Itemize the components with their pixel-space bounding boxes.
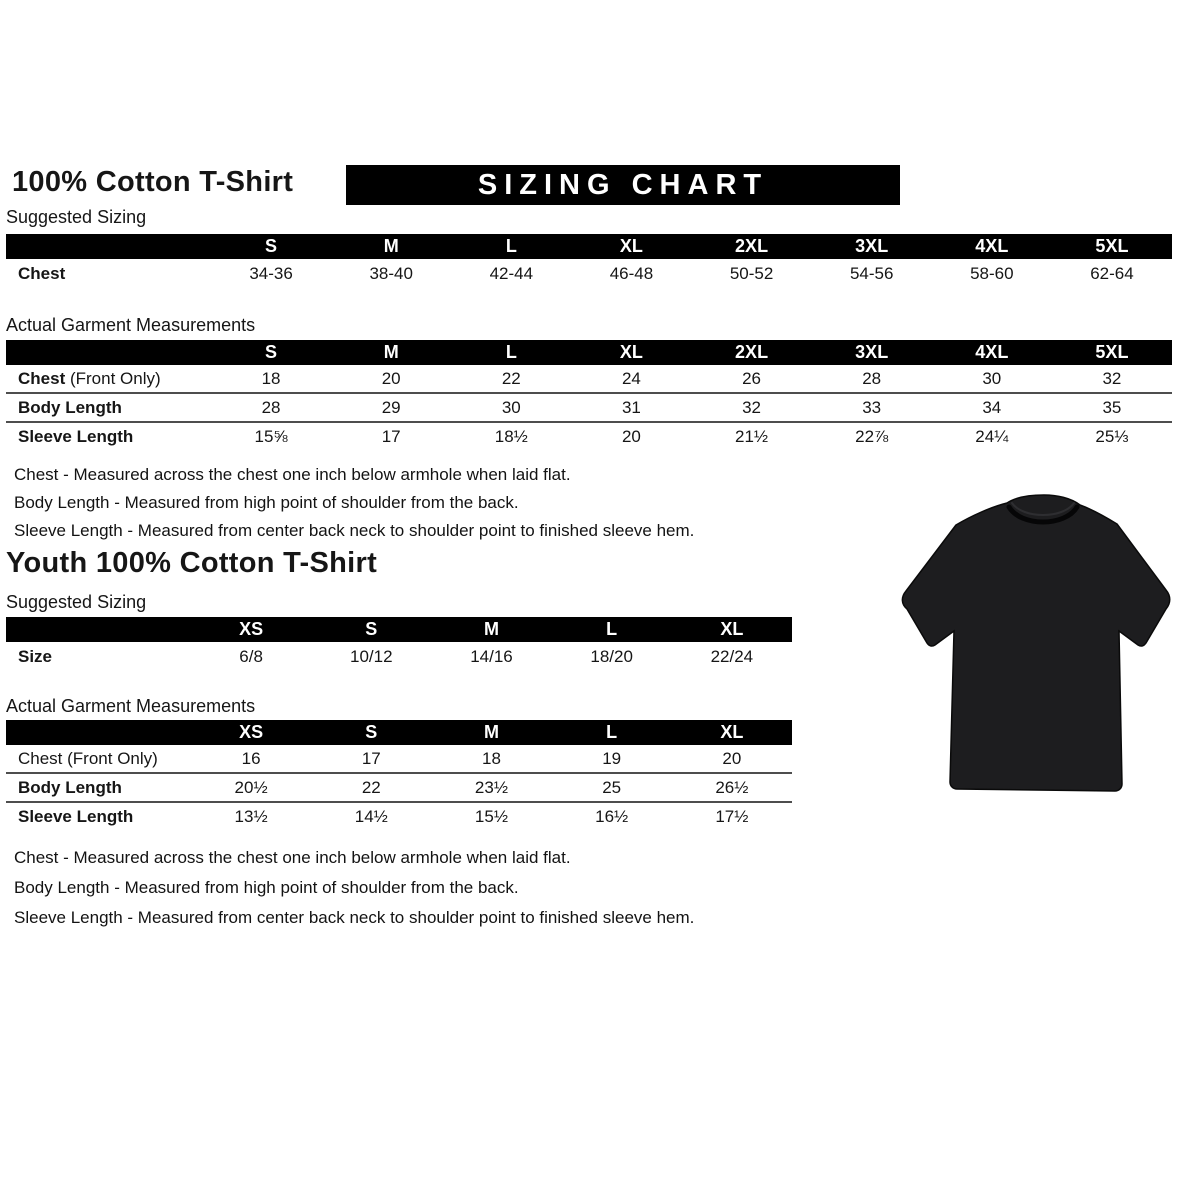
- size-col-header: M: [431, 617, 551, 642]
- cell: 18: [261, 368, 281, 388]
- cell: 17: [361, 748, 381, 768]
- cell: 31: [571, 393, 691, 422]
- size-header-row: [6, 340, 1172, 365]
- size-col-header: L: [552, 617, 672, 642]
- size-col-header: XS: [191, 720, 311, 745]
- cell: 38-40: [369, 263, 413, 283]
- cell: 26: [742, 368, 762, 388]
- cell: 34: [932, 393, 1052, 422]
- cell: 20: [381, 368, 401, 388]
- row-label: Sleeve Length: [6, 802, 191, 830]
- cell: 18: [482, 748, 501, 768]
- size-col-header: M: [331, 234, 451, 259]
- cell: 28: [862, 368, 882, 388]
- youth-title: Youth 100% Cotton T-Shirt: [6, 547, 378, 579]
- cell: 30: [982, 368, 1002, 388]
- size-col-header: S: [211, 234, 331, 259]
- cell: 21½: [692, 422, 812, 450]
- cell: 13½: [191, 802, 311, 830]
- size-col-header: XL: [672, 720, 792, 745]
- youth-suggested-sizing-label: Suggested Sizing: [6, 592, 147, 612]
- size-col-header: S: [311, 720, 431, 745]
- size-col-header: XL: [672, 617, 792, 642]
- row-label: Body Length: [6, 773, 191, 802]
- cell: 30: [451, 393, 571, 422]
- size-col-header: S: [311, 617, 431, 642]
- cell: 25: [552, 773, 672, 802]
- size-col-header: L: [552, 720, 672, 745]
- table-row-sleeve-length: [6, 802, 792, 830]
- adult-measurement-notes: [14, 461, 694, 545]
- adult-actual-measurements-label: Actual Garment Measurements: [6, 315, 256, 335]
- row-label: Chest (Front Only): [18, 748, 158, 768]
- size-col-header: 4XL: [932, 234, 1052, 259]
- size-col-header: XL: [571, 340, 691, 365]
- row-label-main: Chest: [18, 368, 66, 388]
- table-row: [6, 259, 1172, 288]
- cell: 20½: [191, 773, 311, 802]
- size-header-spacer: [6, 720, 191, 745]
- adult-actual-measurements-table: [6, 340, 1172, 450]
- size-col-header: 2XL: [692, 234, 812, 259]
- row-label: [6, 365, 211, 393]
- note-body-length: Body Length - Measured from high point of shoulder from the back.: [14, 493, 519, 512]
- row-label-suffix: (Front Only): [65, 368, 161, 388]
- size-col-header: 2XL: [692, 340, 812, 365]
- cell: 16: [241, 748, 261, 768]
- size-col-header: S: [211, 340, 331, 365]
- size-header-spacer: [6, 234, 211, 259]
- cell: 32: [1102, 368, 1122, 388]
- youth-measurement-notes: [14, 843, 694, 933]
- cell: 34-36: [249, 263, 293, 283]
- size-col-header: M: [331, 340, 451, 365]
- cell: 19: [602, 748, 622, 768]
- cell: 29: [331, 393, 451, 422]
- size-col-header: 5XL: [1052, 340, 1172, 365]
- size-col-header: L: [451, 340, 571, 365]
- adult-suggested-sizing-table: [6, 234, 1172, 288]
- size-header-spacer: [6, 340, 211, 365]
- size-col-header: XL: [571, 234, 691, 259]
- cell: 46-48: [609, 263, 654, 283]
- note-chest: Chest - Measured across the chest one inch below armhole when laid flat.: [14, 465, 571, 484]
- cell: 14/16: [470, 646, 513, 666]
- size-col-header: M: [431, 720, 551, 745]
- size-header-row: [6, 617, 792, 642]
- tshirt-body-shape: [902, 495, 1169, 791]
- cell: 17: [331, 422, 451, 450]
- size-col-header: L: [451, 234, 571, 259]
- cell: 42-44: [489, 263, 534, 283]
- youth-actual-measurements-label: Actual Garment Measurements: [6, 696, 256, 716]
- size-header-spacer: [6, 617, 191, 642]
- cell: 10/12: [350, 646, 393, 666]
- note-body-length: Body Length - Measured from high point of shoulder from the back.: [14, 878, 519, 897]
- table-row-body-length: [6, 773, 792, 802]
- size-header-row: [6, 720, 792, 745]
- row-label: Sleeve Length: [6, 422, 211, 450]
- cell: 22: [311, 773, 431, 802]
- cell: 18½: [451, 422, 571, 450]
- cell: 24: [621, 368, 641, 388]
- note-sleeve-length: Sleeve Length - Measured from center back neck to shoulder point to finished sleeve hem.: [14, 521, 695, 540]
- cell: 32: [692, 393, 812, 422]
- cell: 24¼: [932, 422, 1052, 450]
- note-sleeve-length: Sleeve Length - Measured from center back neck to shoulder point to finished sleeve hem.: [14, 908, 695, 927]
- youth-suggested-sizing-table: [6, 617, 792, 671]
- cell: 16½: [552, 802, 672, 830]
- size-col-header: 5XL: [1052, 234, 1172, 259]
- sizing-chart-banner: [346, 165, 900, 205]
- sizing-chart-banner-label: SIZING CHART: [477, 168, 769, 201]
- cell: 22: [501, 368, 521, 388]
- table-row-body-length: [6, 393, 1172, 422]
- table-row-chest: [6, 365, 1172, 393]
- cell: 26½: [672, 773, 792, 802]
- row-label: Body Length: [6, 393, 211, 422]
- cell: 17½: [672, 802, 792, 830]
- row-label: Size: [18, 646, 53, 666]
- cell: 15⅝: [211, 422, 331, 450]
- cell: 14½: [311, 802, 431, 830]
- black-tshirt-image: [893, 483, 1193, 808]
- youth-actual-measurements-table: [6, 720, 792, 830]
- row-label: Chest: [18, 263, 66, 283]
- cell: 23½: [431, 773, 551, 802]
- adult-suggested-sizing-label: Suggested Sizing: [6, 207, 147, 227]
- cell: 18/20: [590, 646, 633, 666]
- page-title: 100% Cotton T-Shirt: [12, 166, 294, 198]
- cell: 6/8: [239, 646, 263, 666]
- cell: 58-60: [970, 263, 1014, 283]
- cell: 54-56: [849, 263, 894, 283]
- cell: 20: [722, 748, 742, 768]
- size-col-header: 4XL: [932, 340, 1052, 365]
- cell: 28: [211, 393, 331, 422]
- cell: 15½: [431, 802, 551, 830]
- cell: 20: [571, 422, 691, 450]
- table-row-chest: [6, 745, 792, 773]
- size-col-header: 3XL: [812, 340, 932, 365]
- cell: 25⅓: [1052, 422, 1172, 450]
- cell: 33: [812, 393, 932, 422]
- table-row-sleeve-length: [6, 422, 1172, 450]
- size-col-header: 3XL: [812, 234, 932, 259]
- size-header-row: [6, 234, 1172, 259]
- cell: 50-52: [729, 263, 774, 283]
- cell: 22⅞: [812, 422, 932, 450]
- cell: 62-64: [1090, 263, 1134, 283]
- table-row-size: [6, 642, 792, 671]
- cell: 22/24: [710, 646, 754, 666]
- size-col-header: XS: [191, 617, 311, 642]
- cell: 35: [1052, 393, 1172, 422]
- note-chest: Chest - Measured across the chest one inch below armhole when laid flat.: [14, 848, 571, 867]
